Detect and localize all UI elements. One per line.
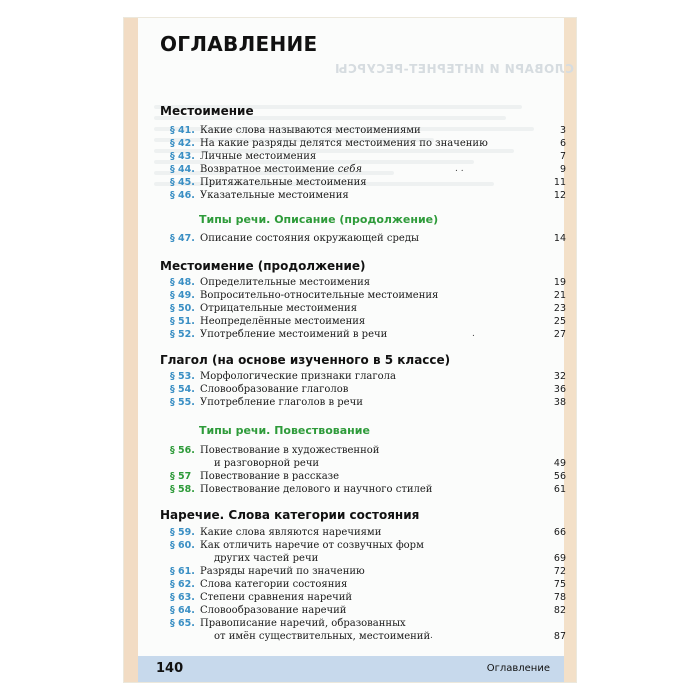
section-number: § 44.	[170, 164, 195, 175]
page-ref: 6	[559, 138, 566, 149]
page-edge-left	[124, 18, 138, 682]
entry-title-main: Возвратное местоимение	[200, 164, 335, 175]
entry-title: Морфологические признаки глагола	[200, 371, 396, 382]
book-page	[124, 18, 576, 682]
section-number: § 48.	[170, 277, 195, 288]
section-number: § 52.	[170, 329, 195, 340]
entry-title-continued: от имён существительных, местоимений	[214, 631, 431, 642]
toc-entry[interactable]	[160, 444, 566, 470]
page-title: ОГЛАВЛЕНИЕ	[160, 32, 318, 56]
toc-entry[interactable]	[160, 383, 566, 396]
entry-title-continued: других частей речи	[214, 553, 319, 564]
toc-entry[interactable]	[160, 315, 566, 328]
running-footer-title: Оглавление	[486, 663, 550, 674]
page-ref: 38	[553, 397, 566, 408]
section-number: § 62.	[170, 579, 195, 590]
section-number: § 51.	[170, 316, 195, 327]
entry-title: Правописание наречий, образованных	[200, 618, 406, 629]
section-number: § 53.	[170, 371, 195, 382]
toc-entry[interactable]	[160, 617, 566, 643]
section-number: § 61.	[170, 566, 195, 577]
toc-entry[interactable]	[160, 396, 566, 409]
subsection-heading: Типы речи. Описание (продолжение)	[199, 213, 439, 226]
entry-title: Как отличить наречие от созвучных форм	[200, 540, 424, 551]
section-heading: Местоимение (продолжение)	[160, 259, 366, 273]
section-number: § 43.	[170, 151, 195, 162]
toc-entry[interactable]	[160, 565, 566, 578]
entry-title: Вопросительно-относительные местоимения	[200, 290, 439, 301]
toc-entry[interactable]	[160, 526, 566, 539]
page-ref: 3	[559, 125, 566, 136]
entry-title: Повествование в рассказе	[200, 471, 340, 482]
entry-title-italic: себя	[337, 164, 363, 175]
page-number: 140	[156, 661, 184, 676]
section-number: § 54.	[170, 384, 195, 395]
page-ref: 56	[553, 471, 566, 482]
entry-title: Степени сравнения наречий	[200, 592, 353, 603]
page-ref: 25	[553, 316, 566, 327]
page-ref: 19	[553, 277, 566, 288]
entry-title	[200, 163, 362, 176]
page-ref: 72	[553, 566, 566, 577]
entry-title: Определительные местоимения	[200, 277, 371, 288]
section-number: § 50.	[170, 303, 195, 314]
toc-entry[interactable]	[160, 176, 566, 189]
section-number: § 56.	[170, 445, 195, 456]
entry-title: Повествование в художественной	[200, 445, 380, 456]
page-ref: 75	[553, 579, 566, 590]
section-number: § 42.	[170, 138, 195, 149]
section-heading: Местоимение	[160, 104, 254, 118]
page-ref: 49	[553, 458, 566, 469]
page-ref: 82	[553, 605, 566, 616]
toc-entry[interactable]	[160, 137, 566, 150]
subsection-heading: Типы речи. Повествование	[199, 424, 370, 437]
section-number: § 45.	[170, 177, 195, 188]
page-ref: 78	[553, 592, 566, 603]
print-dots: .	[472, 329, 475, 339]
entry-title: Употребление глаголов в речи	[200, 397, 363, 408]
toc-entry[interactable]	[160, 289, 566, 302]
section-number: § 47.	[170, 233, 195, 244]
toc-entry[interactable]	[160, 370, 566, 383]
section-heading: Глагол (на основе изученного в 5 классе)	[160, 353, 451, 367]
entry-title: Какие слова называются местоимениями	[200, 125, 421, 136]
toc-entry[interactable]	[160, 483, 566, 496]
entry-title: Повествование делового и научного стилей	[200, 484, 433, 495]
section-number: § 57	[170, 471, 192, 482]
section-number: § 60.	[170, 540, 195, 551]
toc-entry[interactable]	[160, 539, 566, 565]
entry-title: Личные местоимения	[200, 151, 317, 162]
page-ref: 23	[553, 303, 566, 314]
toc-entry[interactable]	[160, 189, 566, 202]
toc-entry[interactable]	[160, 470, 566, 483]
toc-entry[interactable]	[160, 150, 566, 163]
page-ref: 66	[553, 527, 566, 538]
page-ref: 32	[553, 371, 566, 382]
section-number: § 41.	[170, 125, 195, 136]
section-number: § 65.	[170, 618, 195, 629]
footer-band	[138, 656, 564, 682]
section-number: § 55.	[170, 397, 195, 408]
print-dots: .	[430, 631, 433, 641]
bleed-through-text: СЛОВАРИ И ИНТЕРНЕТ-РЕСУРСЫ	[334, 62, 574, 76]
entry-title: Слова категории состояния	[200, 579, 348, 590]
entry-title-continued: и разговорной речи	[214, 458, 320, 469]
page-ref: 61	[553, 484, 566, 495]
section-number: § 59.	[170, 527, 195, 538]
toc-entry[interactable]	[160, 276, 566, 289]
section-number: § 63.	[170, 592, 195, 603]
section-heading: Наречие. Слова категории состояния	[160, 508, 420, 522]
page-ref: 9	[559, 164, 566, 175]
entry-title: На какие разряды делятся местоимения по значению	[200, 138, 488, 149]
page-ref: 7	[559, 151, 566, 162]
toc-entry[interactable]	[160, 302, 566, 315]
entry-title: Указательные местоимения	[200, 190, 349, 201]
toc-entry[interactable]	[160, 328, 566, 341]
toc-entry[interactable]	[160, 232, 566, 245]
entry-title: Словообразование глаголов	[200, 384, 349, 395]
toc-entry[interactable]	[160, 163, 566, 176]
section-number: § 49.	[170, 290, 195, 301]
toc-entry[interactable]	[160, 591, 566, 604]
toc-entry[interactable]	[160, 124, 566, 137]
toc-entry[interactable]	[160, 578, 566, 591]
page-ref: 69	[553, 553, 566, 564]
entry-title: Разряды наречий по значению	[200, 566, 365, 577]
page-ref: 87	[553, 631, 566, 642]
entry-title: Неопределённые местоимения	[200, 316, 366, 327]
page-ref: 21	[553, 290, 566, 301]
print-dots: . .	[455, 164, 464, 174]
entry-title: Употребление местоимений в речи	[200, 329, 388, 340]
toc-entry[interactable]	[160, 604, 566, 617]
page-ref: 36	[553, 384, 566, 395]
entry-title: Словообразование наречий	[200, 605, 347, 616]
section-number: § 46.	[170, 190, 195, 201]
page-ref: 12	[553, 190, 566, 201]
entry-title: Отрицательные местоимения	[200, 303, 358, 314]
page-ref: 14	[553, 233, 566, 244]
entry-title: Какие слова являются наречиями	[200, 527, 382, 538]
entry-title: Притяжательные местоимения	[200, 177, 367, 188]
section-number: § 64.	[170, 605, 195, 616]
page-ref: 27	[553, 329, 566, 340]
entry-title: Описание состояния окружающей среды	[200, 233, 419, 244]
page-ref: 11	[553, 177, 566, 188]
section-number: § 58.	[170, 484, 195, 495]
